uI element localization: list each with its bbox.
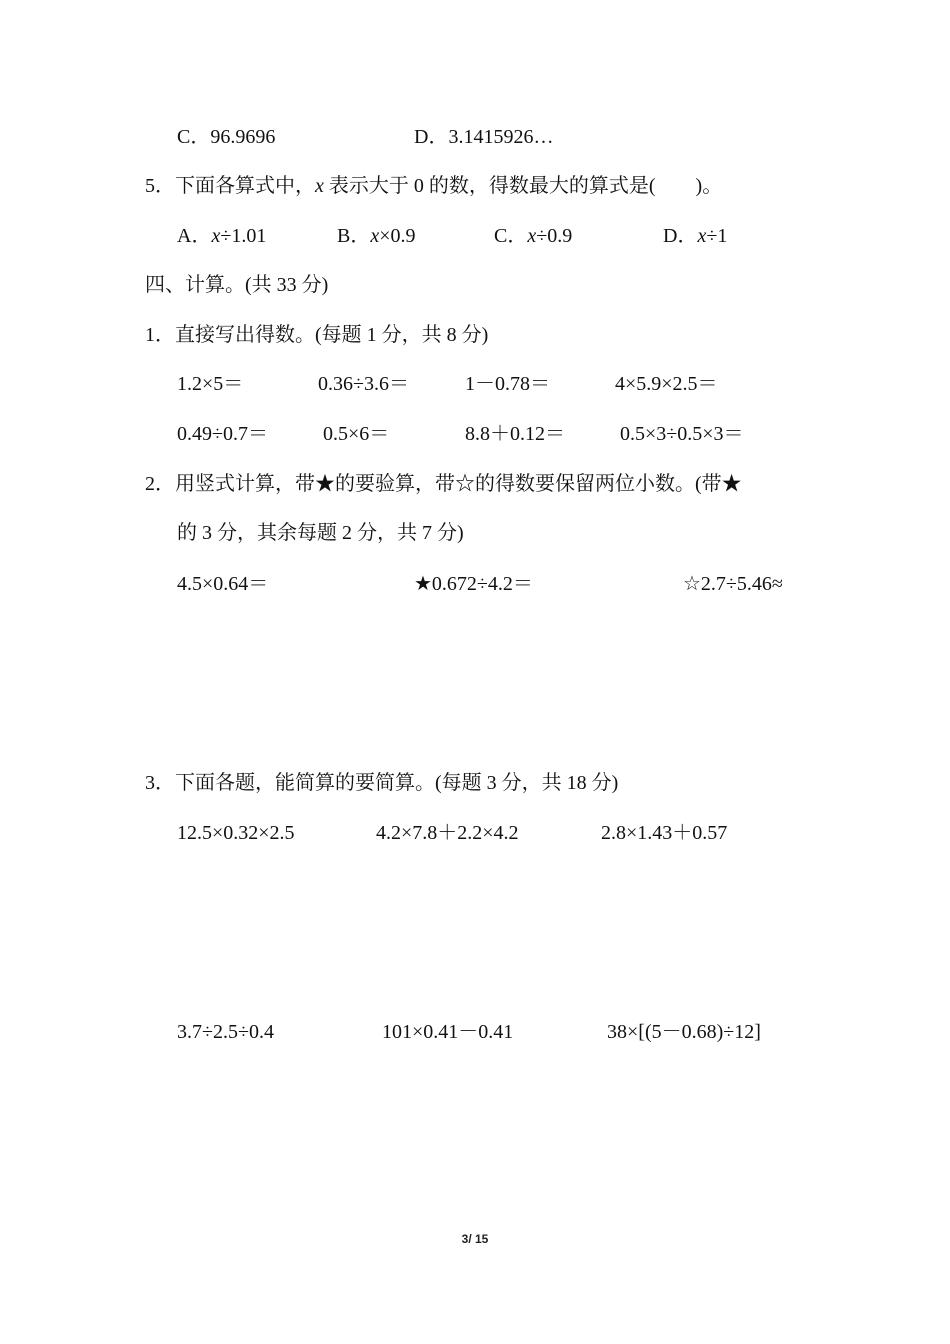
expr-item: ☆2.7÷5.46≈: [683, 573, 783, 595]
part-3-heading: 3．下面各题，能简算的要简算。(每题 3 分，共 18 分): [145, 772, 619, 794]
option-label: D．: [663, 225, 698, 247]
variable-x: x: [315, 175, 324, 197]
variable-x: x: [697, 225, 707, 247]
expr-item: 0.5×3÷0.5×3＝: [620, 423, 744, 445]
expr-item: 2.8×1.43＋0.57: [601, 822, 728, 844]
expr-item: 38×[(5－0.68)÷12]: [607, 1021, 761, 1043]
part-2-heading-cont: 的 3 分，其余每题 2 分，共 7 分): [177, 522, 464, 544]
question-text: 下面各算式中，: [175, 175, 315, 197]
expr-item: 1－0.78＝: [465, 373, 550, 395]
expr-item: 12.5×0.32×2.5: [177, 822, 295, 844]
expr-item: ★0.672÷4.2＝: [414, 573, 533, 595]
option-c: [494, 224, 572, 248]
variable-x: x: [370, 225, 380, 247]
expr-item: 0.49÷0.7＝: [177, 423, 268, 445]
option-label: B．: [337, 225, 371, 247]
option-label: A．: [177, 225, 212, 247]
section-title: 四、计算。(共 33 分): [145, 274, 329, 296]
part-1-heading: 1．直接写出得数。(每题 1 分，共 8 分): [145, 324, 489, 346]
expr-item: 1.2×5＝: [177, 373, 244, 395]
question-text: 表示大于 0 的数，得数最大的算式是( )。: [323, 175, 723, 197]
option-d-prev: [414, 125, 553, 149]
option-expr: ÷1: [706, 225, 728, 247]
option-d: [663, 224, 727, 248]
variable-x: x: [527, 225, 537, 247]
expr-item: 101×0.41－0.41: [382, 1021, 514, 1043]
option-b: [337, 224, 416, 248]
expr-item: 8.8＋0.12＝: [465, 423, 565, 445]
option-a: [177, 224, 266, 248]
question-5: [145, 174, 722, 198]
part-2-heading: 2．用竖式计算，带★的要验算，带☆的得数要保留两位小数。(带★: [145, 473, 742, 495]
expr-item: 3.7÷2.5÷0.4: [177, 1021, 274, 1043]
option-expr: ÷1.01: [220, 225, 267, 247]
option-c-prev: [177, 125, 275, 149]
expr-item: 0.5×6＝: [323, 423, 390, 445]
page-number: 3/ 15: [461, 1232, 489, 1246]
expr-item: 4.2×7.8＋2.2×4.2: [376, 822, 519, 844]
expr-item: 4×5.9×2.5＝: [615, 373, 718, 395]
option-text: 96.9696: [210, 126, 276, 148]
question-number: 5．: [145, 175, 175, 197]
option-label: C．: [494, 225, 528, 247]
option-label: D．: [414, 126, 449, 148]
variable-x: x: [211, 225, 221, 247]
option-expr: ÷0.9: [536, 225, 573, 247]
option-label: C．: [177, 126, 211, 148]
expr-item: 0.36÷3.6＝: [318, 373, 409, 395]
option-text: 3.1415926…: [448, 126, 554, 148]
option-expr: ×0.9: [379, 225, 416, 247]
expr-item: 4.5×0.64＝: [177, 573, 269, 595]
